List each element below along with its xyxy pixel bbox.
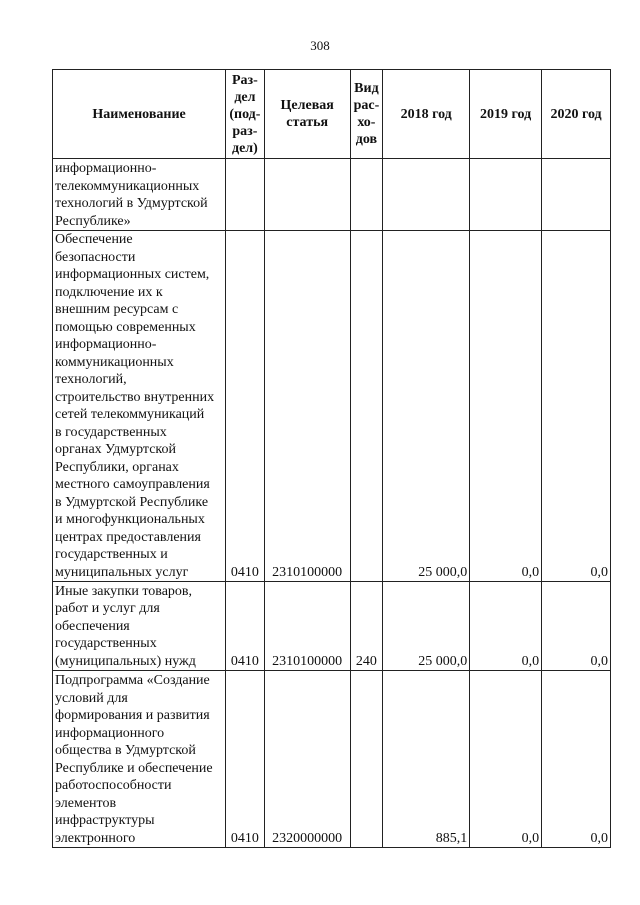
row-section: 0410 <box>226 671 264 848</box>
row-section: 0410 <box>226 582 264 671</box>
row-2018 <box>383 159 470 231</box>
header-2018: 2018 год <box>383 70 470 159</box>
table-row <box>53 231 611 582</box>
row-target: 2310100000 <box>264 231 350 582</box>
row-section <box>226 159 264 231</box>
row-expense-type <box>350 159 382 231</box>
row-name: информационно- телекоммуникационных технологий в Удмуртской Республике» <box>53 159 226 231</box>
header-name: Наименование <box>53 70 226 159</box>
header-row <box>53 70 611 159</box>
row-2020 <box>542 159 611 231</box>
budget-table <box>52 69 611 848</box>
table-row <box>53 159 611 231</box>
row-2018: 25 000,0 <box>383 582 470 671</box>
row-expense-type: 240 <box>350 582 382 671</box>
row-target: 2310100000 <box>264 582 350 671</box>
row-2019 <box>470 159 542 231</box>
row-2020: 0,0 <box>542 582 611 671</box>
row-name: Иные закупки товаров, работ и услуг для обеспечения государственных (муниципальных) нужд <box>53 582 226 671</box>
table-row <box>53 582 611 671</box>
table-body <box>53 159 611 848</box>
header-2019: 2019 год <box>470 70 542 159</box>
row-2019: 0,0 <box>470 231 542 582</box>
page-number: 308 <box>310 38 330 53</box>
row-2019: 0,0 <box>470 582 542 671</box>
row-name: Обеспечение безопасности информационных систем, подключение их к внешним ресурсам с помощью современных информационно- коммуникационных технологий, строительство внутренних сетей телекоммуникаций в государственных органах Удмуртской Республики, органах местного самоуправления в Удмуртской Республике и многофункциональных центрах предоставления государственных и муниципальных услуг <box>53 231 226 582</box>
table-header <box>53 70 611 159</box>
row-section: 0410 <box>226 231 264 582</box>
table-row <box>53 671 611 848</box>
row-2018: 25 000,0 <box>383 231 470 582</box>
row-name: Подпрограмма «Создание условий для формирования и развития информационного общества в Удмуртской Республике и обеспечение работоспособности элементов инфраструктуры электронного <box>53 671 226 848</box>
header-expense-type: Вид рас- хо- дов <box>350 70 382 159</box>
row-2020: 0,0 <box>542 671 611 848</box>
row-expense-type <box>350 231 382 582</box>
header-2020: 2020 год <box>542 70 611 159</box>
row-target: 2320000000 <box>264 671 350 848</box>
header-section: Раз- дел (под- раз- дел) <box>226 70 264 159</box>
row-2019: 0,0 <box>470 671 542 848</box>
row-2018: 885,1 <box>383 671 470 848</box>
row-2020: 0,0 <box>542 231 611 582</box>
header-target: Целевая статья <box>264 70 350 159</box>
row-expense-type <box>350 671 382 848</box>
row-target <box>264 159 350 231</box>
